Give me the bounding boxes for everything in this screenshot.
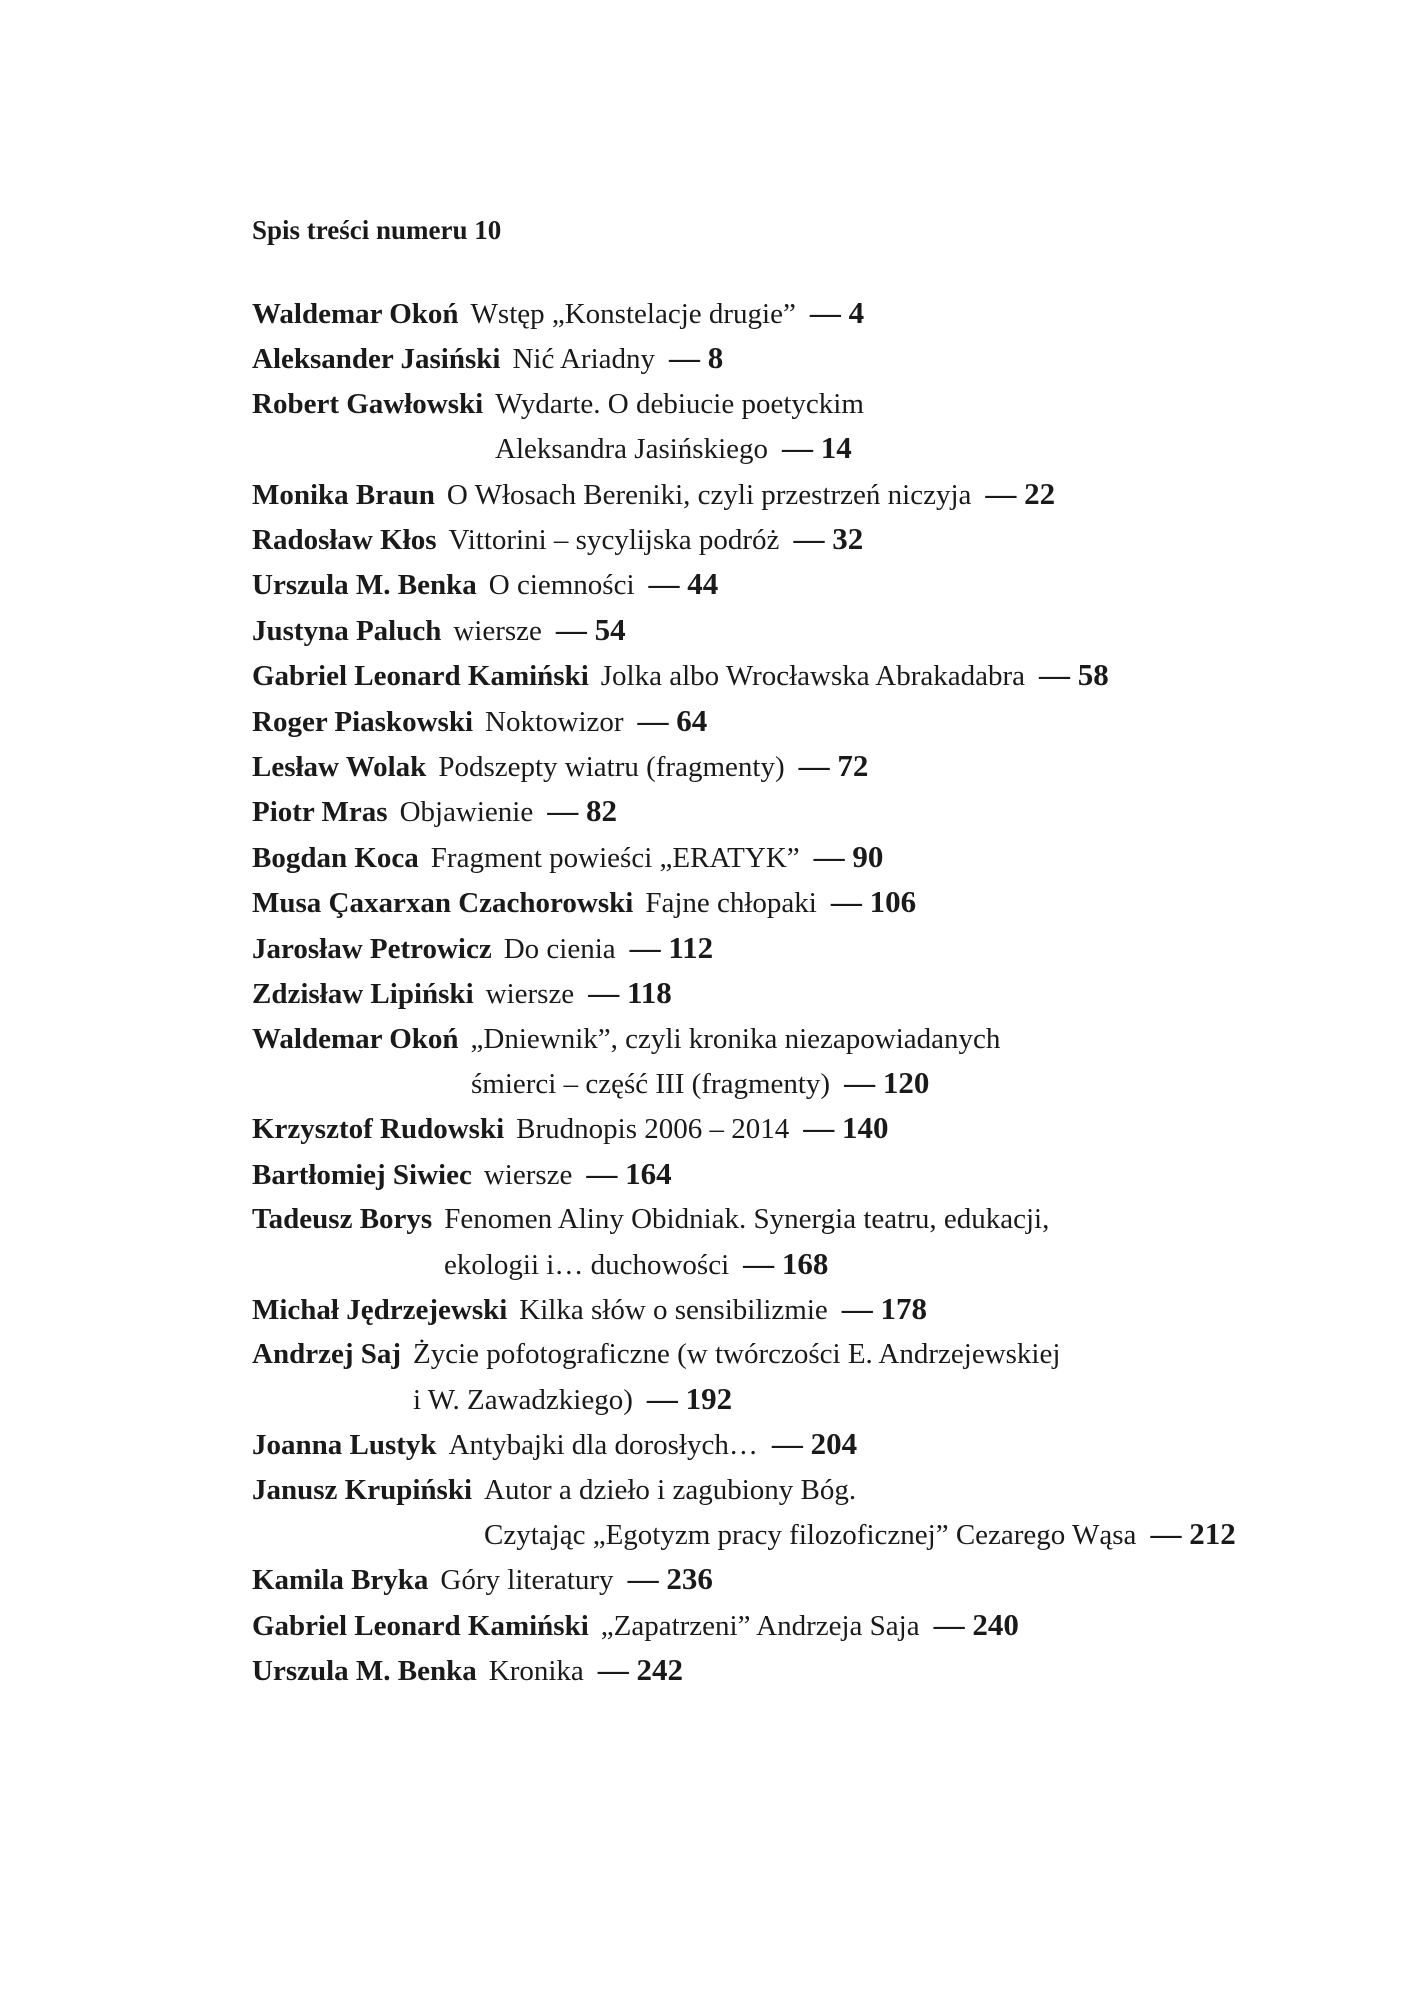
- toc-entry: [252, 1152, 1352, 1197]
- toc-dash: —: [627, 1561, 659, 1597]
- toc-title: O ciemności: [488, 569, 635, 602]
- toc-page-value: 240: [972, 1606, 1019, 1642]
- toc-dash: —: [597, 1652, 629, 1688]
- toc-author: Michał Jędrzejewski: [252, 1293, 508, 1326]
- toc-author: Bogdan Koca: [252, 841, 419, 874]
- toc-entry: [252, 1017, 1352, 1107]
- toc-dash: —: [841, 1290, 873, 1326]
- toc-entry-line: [252, 1557, 1352, 1602]
- toc-page-value: 44: [687, 566, 719, 602]
- toc-author: Waldemar Okoń: [252, 1022, 459, 1055]
- toc-author: Waldemar Okoń: [252, 298, 459, 330]
- toc-entry-line: [252, 1603, 1352, 1648]
- toc-dash: —: [844, 1064, 876, 1100]
- toc-page-value: 106: [869, 884, 917, 920]
- toc-entry-line: [252, 1377, 1352, 1422]
- toc-title: Góry literatury: [440, 1564, 614, 1597]
- toc-dash: —: [771, 1426, 803, 1462]
- toc-entry: [252, 653, 1352, 698]
- toc-title: Aleksandra Jasińskiego: [495, 433, 769, 466]
- toc-title: Fenomen Aliny Obidniak. Synergia teatru, edukacji,: [444, 1203, 1050, 1236]
- toc-page-number: [772, 1426, 857, 1461]
- toc-entry-line: [252, 1197, 1352, 1241]
- toc-title: Kronika: [488, 1655, 584, 1688]
- toc-list: [252, 291, 1352, 1694]
- toc-dash: —: [646, 1380, 678, 1416]
- toc-entry-line: [252, 653, 1352, 698]
- toc-entry-line: [252, 744, 1352, 789]
- toc-title: Objawienie: [399, 796, 534, 829]
- toc-title: Autor a dzieło i zagubiony Bóg.: [484, 1473, 857, 1506]
- toc-title: wiersze: [453, 614, 542, 647]
- toc-page-value: 72: [837, 748, 869, 784]
- toc-author: Urszula M. Benka: [252, 569, 477, 602]
- toc-dash: —: [648, 566, 680, 602]
- toc-author: Radosław Kłos: [252, 524, 437, 557]
- toc-page-value: 90: [852, 838, 884, 874]
- toc-author: Andrzej Saj: [252, 1338, 402, 1371]
- toc-entry-line: [252, 1061, 1352, 1106]
- toc-entry: [252, 1603, 1352, 1648]
- toc-entry: [252, 336, 1352, 381]
- toc-entry: [252, 699, 1352, 744]
- toc-author: Monika Braun: [252, 478, 435, 511]
- toc-dash: —: [669, 340, 701, 376]
- toc-entry-line: [252, 562, 1352, 607]
- toc-dash: —: [798, 748, 830, 784]
- toc-title: Podszepty wiatru (fragmenty): [438, 751, 785, 784]
- toc-dash: —: [985, 475, 1017, 511]
- toc-page-value: 112: [668, 929, 714, 965]
- toc-entry-line: [252, 926, 1352, 971]
- toc-title: Fajne chłopaki: [645, 887, 817, 920]
- toc-title: Wydarte. O debiucie poetyckim: [495, 387, 864, 420]
- toc-dash: —: [933, 1606, 965, 1642]
- toc-page-number: [588, 975, 672, 1010]
- toc-title: Czytając „Egotyzm pracy filozoficznej” Cezarego Wąsa: [484, 1518, 1137, 1551]
- toc-entry: [252, 382, 1352, 472]
- toc-page-value: 204: [810, 1426, 858, 1462]
- toc-page-value: 8: [707, 340, 724, 376]
- toc-author: Gabriel Leonard Kamiński: [252, 1609, 589, 1642]
- toc-dash: —: [588, 975, 620, 1011]
- toc-title: Wstęp „Konstelacje drugie”: [470, 298, 796, 330]
- toc-title: i W. Zawadzkiego): [413, 1383, 633, 1416]
- toc-author: Janusz Krupiński: [252, 1473, 473, 1506]
- toc-entry-line: [252, 835, 1352, 880]
- toc-entry: [252, 744, 1352, 789]
- toc-entry-line: [252, 1287, 1352, 1332]
- toc-dash: —: [743, 1245, 775, 1281]
- toc-page-value: 14: [820, 430, 852, 466]
- toc-title: Kilka słów o sensibilizmie: [519, 1293, 828, 1326]
- toc-page-value: 82: [585, 793, 617, 829]
- toc-dash: —: [1039, 657, 1071, 693]
- toc-entry-line: [252, 426, 1352, 471]
- toc-title: wiersze: [485, 978, 575, 1011]
- toc-entry: [252, 1332, 1352, 1422]
- toc-entry: [252, 926, 1352, 971]
- toc-entry: [252, 1422, 1352, 1467]
- toc-author: Joanna Lustyk: [252, 1429, 437, 1462]
- toc-page-number: [810, 295, 864, 330]
- toc-dash: —: [555, 611, 587, 647]
- toc-title: śmierci – część III (fragmenty): [471, 1067, 831, 1100]
- toc-page-number: [793, 521, 863, 556]
- toc-entry: [252, 517, 1352, 562]
- toc-entry: [252, 562, 1352, 607]
- toc-page-number: [831, 884, 916, 919]
- toc-author: Krzysztof Rudowski: [252, 1113, 505, 1146]
- toc-entry-line: [252, 789, 1352, 834]
- toc-author: Roger Piaskowski: [252, 705, 474, 738]
- toc-page-number: [1150, 1516, 1235, 1551]
- toc-page-value: 178: [880, 1290, 928, 1326]
- toc-page-number: [814, 839, 884, 874]
- toc-page-value: 236: [666, 1561, 713, 1597]
- toc-title: wiersze: [483, 1158, 573, 1191]
- toc-page-value: 118: [626, 975, 672, 1011]
- toc-title: ekologii i… duchowości: [444, 1248, 730, 1281]
- toc-page-number: [799, 748, 869, 783]
- toc-page-value: 64: [676, 702, 708, 738]
- toc-page-number: [743, 1246, 828, 1281]
- toc-entry-line: [252, 1332, 1352, 1376]
- toc-entry: [252, 608, 1352, 653]
- toc-page-value: 120: [882, 1064, 930, 1100]
- toc-author: Aleksander Jasiński: [252, 343, 501, 376]
- toc-page-number: [649, 566, 719, 601]
- toc-author: Musa Çaxarxan Czachorowski: [252, 887, 634, 920]
- toc-page-number: [985, 476, 1055, 511]
- toc-title: Antybajki dla dorosłych…: [448, 1429, 758, 1462]
- toc-entry-line: [252, 608, 1352, 653]
- toc-dash: —: [803, 1110, 835, 1146]
- toc-entry: [252, 1287, 1352, 1332]
- toc-dash: —: [793, 521, 825, 557]
- toc-page-value: 4: [848, 295, 865, 330]
- toc-page-value: 58: [1077, 657, 1109, 693]
- toc-page-value: 192: [685, 1380, 733, 1416]
- toc-dash: —: [830, 884, 862, 920]
- toc-title: Nić Ariadny: [512, 343, 656, 376]
- toc-page-value: 54: [594, 611, 626, 647]
- toc-entry-line: [252, 291, 1352, 336]
- toc-page-number: [628, 1561, 713, 1596]
- toc-entry: [252, 1557, 1352, 1602]
- toc-author: Zdzisław Lipiński: [252, 978, 474, 1011]
- toc-entry-line: [252, 880, 1352, 925]
- toc-entry: [252, 1106, 1352, 1151]
- toc-page-number: [598, 1652, 683, 1687]
- toc-author: Gabriel Leonard Kamiński: [252, 660, 589, 693]
- toc-dash: —: [782, 430, 814, 466]
- toc-page-number: [844, 1065, 929, 1100]
- toc-author: Urszula M. Benka: [252, 1655, 477, 1688]
- toc-page-number: [647, 1381, 732, 1416]
- toc-entry: [252, 880, 1352, 925]
- toc-page-number: [934, 1607, 1019, 1642]
- toc-page-number: [1039, 657, 1109, 692]
- toc-entry: [252, 472, 1352, 517]
- toc-page-number: [782, 430, 852, 465]
- toc-entry-line: [252, 971, 1352, 1016]
- toc-entry-line: [252, 336, 1352, 381]
- toc-author: Lesław Wolak: [252, 751, 427, 784]
- toc-title: O Włosach Bereniki, czyli przestrzeń niczyja: [446, 478, 972, 511]
- toc-page-value: 212: [1189, 1515, 1236, 1551]
- toc-dash: —: [629, 929, 661, 965]
- toc-title: Jolka albo Wrocławska Abrakadabra: [600, 660, 1026, 693]
- toc-page-number: [842, 1291, 927, 1326]
- toc-page-value: 32: [832, 521, 864, 557]
- toc-entry-line: [252, 382, 1352, 426]
- table-of-contents: [252, 210, 1352, 1694]
- toc-title: „Zapatrzeni” Andrzeja Saja: [600, 1609, 920, 1642]
- toc-author: Tadeusz Borys: [252, 1203, 433, 1236]
- toc-page-value: 140: [841, 1110, 889, 1146]
- toc-entry-line: [252, 1422, 1352, 1467]
- toc-heading: Spis treści numeru 10: [252, 215, 502, 245]
- toc-page-number: [556, 612, 626, 647]
- toc-page-number: [547, 793, 617, 828]
- toc-title: Do cienia: [503, 932, 616, 965]
- toc-author: Bartłomiej Siwiec: [252, 1158, 472, 1191]
- toc-entry-line: [252, 1648, 1352, 1693]
- toc-entry: [252, 789, 1352, 834]
- toc-entry-line: [252, 699, 1352, 744]
- toc-page-value: 22: [1024, 475, 1056, 511]
- toc-entry-line: [252, 1512, 1352, 1557]
- toc-title: Noktowizor: [485, 705, 624, 738]
- toc-entry: [252, 291, 1352, 336]
- toc-page-value: 168: [781, 1245, 829, 1281]
- toc-title: Fragment powieści „ERATYK”: [430, 841, 800, 874]
- toc-page-value: 242: [636, 1652, 684, 1688]
- toc-dash: —: [1150, 1515, 1182, 1551]
- toc-author: Justyna Paluch: [252, 614, 442, 647]
- toc-dash: —: [637, 702, 669, 738]
- toc-author: Jarosław Petrowicz: [252, 932, 492, 965]
- toc-entry: [252, 835, 1352, 880]
- toc-title: Brudnopis 2006 – 2014: [516, 1113, 790, 1146]
- toc-title: Życie pofotograficzne (w twórczości E. Andrzejewskiej: [413, 1338, 1061, 1371]
- toc-entry-line: [252, 1242, 1352, 1287]
- toc-dash: —: [547, 793, 579, 829]
- toc-page-number: [586, 1156, 671, 1191]
- toc-page-number: [638, 703, 708, 738]
- toc-author: Kamila Bryka: [252, 1564, 429, 1597]
- toc-title: „Dniewnik”, czyli kronika niezapowiadanych: [470, 1022, 1001, 1055]
- toc-entry-line: [252, 1152, 1352, 1197]
- toc-page-number: [803, 1110, 888, 1145]
- toc-entry: [252, 1197, 1352, 1287]
- toc-title: Vittorini – sycylijska podróż: [448, 524, 780, 557]
- toc-entry: [252, 1648, 1352, 1693]
- toc-page-value: 164: [625, 1155, 672, 1191]
- toc-dash: —: [809, 295, 841, 330]
- toc-entry-line: [252, 1017, 1352, 1061]
- toc-entry-line: [252, 472, 1352, 517]
- toc-page-number: [669, 340, 723, 375]
- toc-author: Piotr Mras: [252, 796, 388, 829]
- toc-entry-line: [252, 1468, 1352, 1512]
- toc-dash: —: [813, 838, 845, 874]
- toc-dash: —: [586, 1155, 618, 1191]
- toc-author: Robert Gawłowski: [252, 387, 484, 420]
- toc-entry-line: [252, 1106, 1352, 1151]
- toc-entry: [252, 1468, 1352, 1558]
- toc-entry-line: [252, 517, 1352, 562]
- toc-entry: [252, 971, 1352, 1016]
- toc-page-number: [630, 930, 714, 965]
